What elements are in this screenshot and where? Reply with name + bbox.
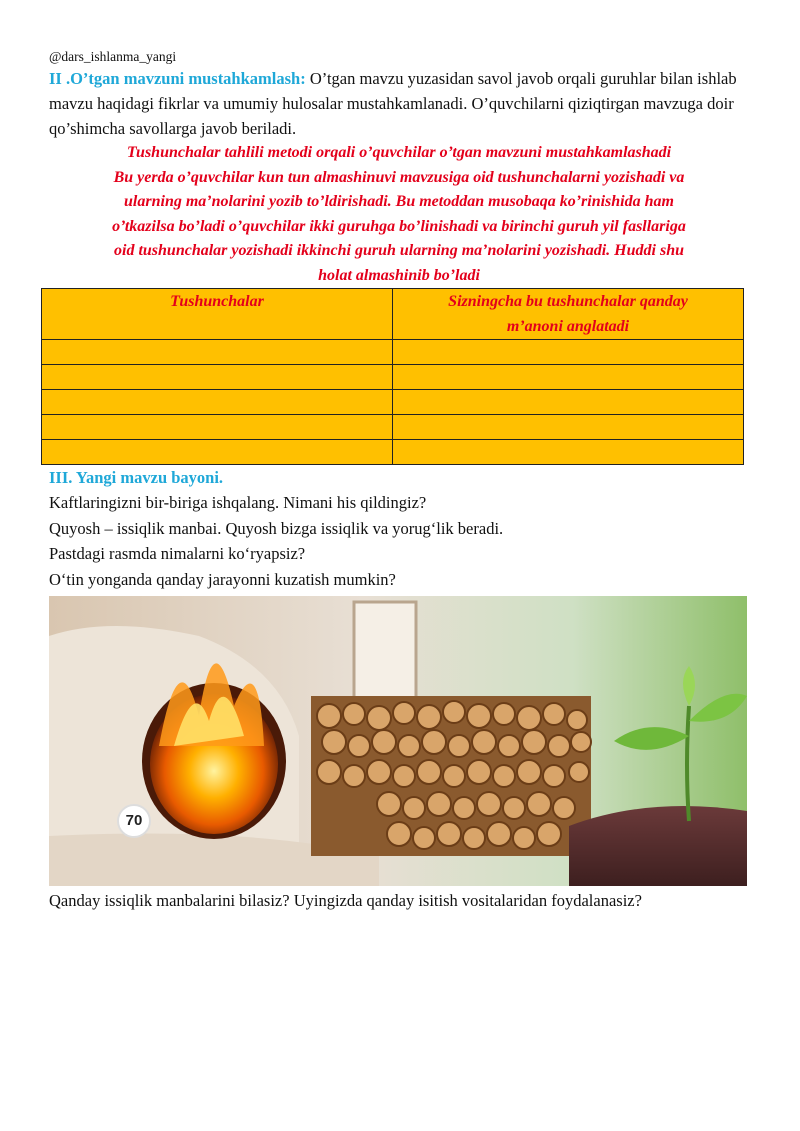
table-cell[interactable] [42,390,393,415]
table-cell[interactable] [393,340,744,365]
heat-sources-question: Qanday issiqlik manbalarini bilasiz? Uyingizda qanday isitish vositalaridan foydalanasiz? [49,891,642,910]
table-cell[interactable] [42,365,393,390]
firewood-stack [311,696,591,856]
section2-text: O’tgan mavzu yuzasidan savol javob orqali guruhlar bilan ishlab mavzu haqidagi fikrlar va umumiy hulosalar mustahkamlanadi. O’quvchilarni qiziqtirgan mavzuga doir qo’shimcha savollarga javob beriladi. [49,69,737,138]
section3-heading: III. Yangi mavzu bayoni. [49,468,224,487]
table-header-meaning-text: Sizningcha bu tushunchalar qanday m’anoni anglatadi [448,293,688,335]
table-row [42,415,744,440]
table-cell[interactable] [42,440,393,465]
method-line: Tushunchalar tahlili metodi orqali o’quvchilar o’tgan mavzuni mustahkamlashadi [126,144,672,161]
section2-paragraph [49,66,749,141]
table-cell[interactable] [393,390,744,415]
method-line: Bu yerda o’quvchilar kun tun almashinuvi mavzusiga oid tushunchalarni yozishadi va [113,168,685,186]
table-row [42,440,744,465]
table-row [42,340,744,365]
fire-firewood-plant-illustration [49,596,747,886]
method-line: ularning ma’nolarini yozib to’ldirishadi. Bu metoddan musobaqa ko’rinishida ham [124,193,674,210]
concepts-table [41,288,744,465]
table-header-concepts: Tushunchalar [42,289,393,340]
table-cell[interactable] [42,340,393,365]
document-page [49,48,749,914]
section2-heading: II .O’tgan mavzuni mustahkamlash: [49,69,306,88]
section3-line: Quyosh – issiqlik manbai. Quyosh bizga issiqlik va yorug‘lik beradi. [49,518,504,538]
table-row [42,365,744,390]
soil [569,806,747,886]
table-cell[interactable] [42,415,393,440]
table-cell[interactable] [393,365,744,390]
method-line: holat almashinib bo’ladi [318,266,480,284]
table-header-meaning [393,289,744,340]
section3-line: Kaftlaringizni bir-biriga ishqalang. Nimani his qildingiz? [49,493,427,512]
table-row [42,390,744,415]
window [354,602,416,702]
method-line: oid tushunchalar yozishadi ikkinchi guruh ularning ma’nolarini yozishadi. Huddi shu [114,242,684,259]
table-cell[interactable] [393,415,744,440]
author-handle: @dars_ishlanma_yangi [49,49,177,64]
method-description [49,141,749,288]
table-cell[interactable] [393,440,744,465]
illustration-svg [49,596,747,886]
page-number-badge: 70 [117,804,151,838]
method-line: o’tkazilsa bo’ladi o’quvchilar ikki guruhga bo’linishadi va birinchi guruh yil fasllariga [112,217,686,235]
section3-line: O‘tin yonganda qanday jarayonni kuzatish mumkin? [49,569,396,589]
section3-line: Pastdagi rasmda nimalarni ko‘ryapsiz? [49,544,306,563]
table-header-row [42,289,744,340]
